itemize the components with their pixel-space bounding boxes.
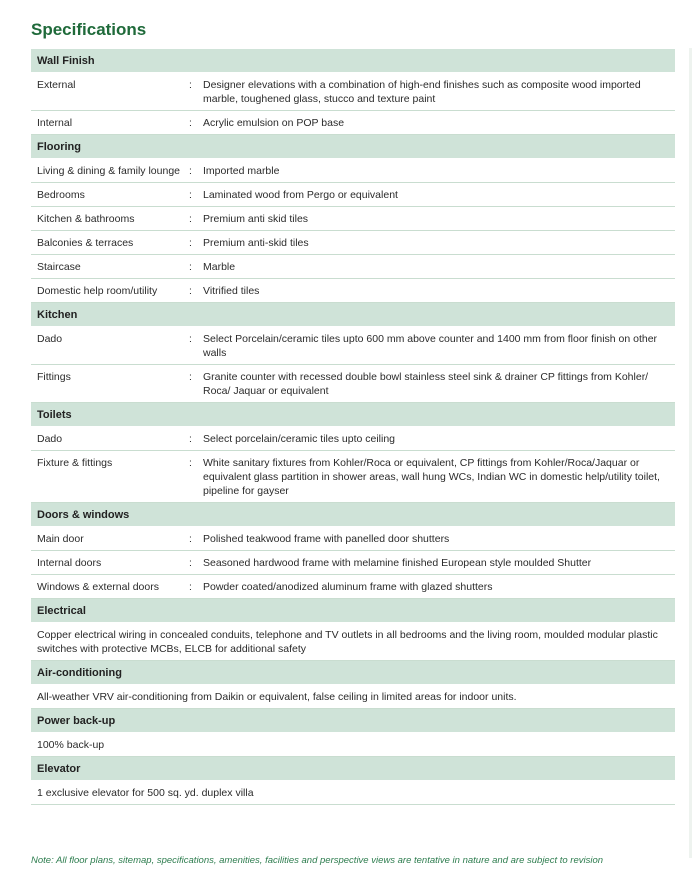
- spec-text: Copper electrical wiring in concealed conduits, telephone and TV outlets in all bedrooms and the living room, moulded modular plastic switches with protective MCBs, ELCB for additional safety: [31, 623, 675, 661]
- spec-row: [31, 207, 675, 231]
- spec-label: Fittings: [37, 371, 71, 383]
- spec-value: Vitrified tiles: [203, 285, 260, 297]
- spec-row: [31, 527, 675, 551]
- section-header: Doors & windows: [31, 503, 675, 527]
- spec-label: Fixture & fittings: [37, 457, 113, 469]
- section-header: Power back-up: [31, 709, 675, 733]
- spec-value: Designer elevations with a combination of high-end finishes such as composite wood imported marble, toughened glass, stucco and texture paint: [203, 79, 641, 105]
- spec-row: [31, 255, 675, 279]
- spec-row: [31, 183, 675, 207]
- spec-value: White sanitary fixtures from Kohler/Roca or equivalent, CP fittings from Kohler/Roca/Jaquar or equivalent glass partition in shower areas, wall hung WCs, Indian WC in domestic help/utility toilet, pipeline for gayser: [203, 457, 660, 497]
- spec-label: Living & dining & family lounge: [37, 165, 181, 177]
- page-title: Specifications: [31, 20, 147, 39]
- spec-label: Balconies & terraces: [37, 237, 134, 249]
- section-header: Wall Finish: [31, 49, 675, 73]
- section-header: Air-conditioning: [31, 661, 675, 685]
- spec-label: Kitchen & bathrooms: [37, 213, 135, 225]
- spec-label: Internal: [37, 117, 73, 129]
- disclaimer-note: Note: All floor plans, sitemap, specifications, amenities, facilities and perspective views are tentative in nature and are subject to revision: [31, 855, 604, 866]
- spec-row: [31, 327, 675, 365]
- spec-label: Windows & external doors: [37, 581, 159, 593]
- spec-row: [31, 575, 675, 599]
- right-edge-shade: [689, 48, 692, 858]
- section-header: Kitchen: [31, 303, 675, 327]
- spec-row: [31, 279, 675, 303]
- section-header: Toilets: [31, 403, 675, 427]
- spec-row: [31, 365, 675, 403]
- spec-row: [31, 111, 675, 135]
- colon-separator: :: [189, 581, 192, 593]
- spec-value: Acrylic emulsion on POP base: [203, 117, 345, 129]
- spec-row: [31, 427, 675, 451]
- spec-value: Polished teakwood frame with panelled door shutters: [203, 533, 450, 545]
- colon-separator: :: [189, 371, 192, 383]
- colon-separator: :: [189, 333, 192, 345]
- section-header: Electrical: [31, 599, 675, 623]
- spec-label: Dado: [37, 433, 63, 445]
- spec-value: Select porcelain/ceramic tiles upto ceiling: [203, 433, 396, 445]
- colon-separator: :: [189, 433, 192, 445]
- spec-label: External: [37, 79, 76, 91]
- spec-row: [31, 159, 675, 183]
- spec-label: Main door: [37, 533, 84, 545]
- colon-separator: :: [189, 557, 192, 569]
- spec-value: Marble: [203, 261, 236, 273]
- section-header: Elevator: [31, 757, 675, 781]
- spec-row: [31, 551, 675, 575]
- spec-value: Premium anti-skid tiles: [203, 237, 309, 249]
- section-header: Flooring: [31, 135, 675, 159]
- spec-table: [31, 49, 675, 805]
- spec-value: Imported marble: [203, 165, 280, 177]
- colon-separator: :: [189, 261, 192, 273]
- spec-row: [31, 231, 675, 255]
- spec-text: 100% back-up: [31, 733, 675, 757]
- spec-label: Bedrooms: [37, 189, 85, 201]
- spec-row: [31, 451, 675, 503]
- colon-separator: :: [189, 457, 192, 469]
- colon-separator: :: [189, 189, 192, 201]
- colon-separator: :: [189, 533, 192, 545]
- colon-separator: :: [189, 79, 192, 91]
- spec-value: Premium anti skid tiles: [203, 213, 309, 225]
- spec-label: Domestic help room/utility: [37, 285, 158, 297]
- colon-separator: :: [189, 117, 192, 129]
- colon-separator: :: [189, 285, 192, 297]
- spec-value: Laminated wood from Pergo or equivalent: [203, 189, 398, 201]
- spec-text: All-weather VRV air-conditioning from Daikin or equivalent, false ceiling in limited areas for indoor units.: [31, 685, 675, 709]
- spec-label: Staircase: [37, 261, 81, 273]
- spec-value: Select Porcelain/ceramic tiles upto 600 mm above counter and 1400 mm from floor finish on other walls: [203, 333, 658, 359]
- spec-row: [31, 73, 675, 111]
- spec-value: Granite counter with recessed double bowl stainless steel sink & drainer CP fittings from Kohler/ Roca/ Jaquar or equivalent: [203, 371, 649, 397]
- colon-separator: :: [189, 237, 192, 249]
- spec-label: Dado: [37, 333, 63, 345]
- colon-separator: :: [189, 213, 192, 225]
- spec-value: Seasoned hardwood frame with melamine finished European style moulded Shutter: [203, 557, 592, 569]
- spec-text: 1 exclusive elevator for 500 sq. yd. duplex villa: [31, 781, 675, 805]
- spec-label: Internal doors: [37, 557, 102, 569]
- colon-separator: :: [189, 165, 192, 177]
- spec-value: Powder coated/anodized aluminum frame with glazed shutters: [203, 581, 493, 593]
